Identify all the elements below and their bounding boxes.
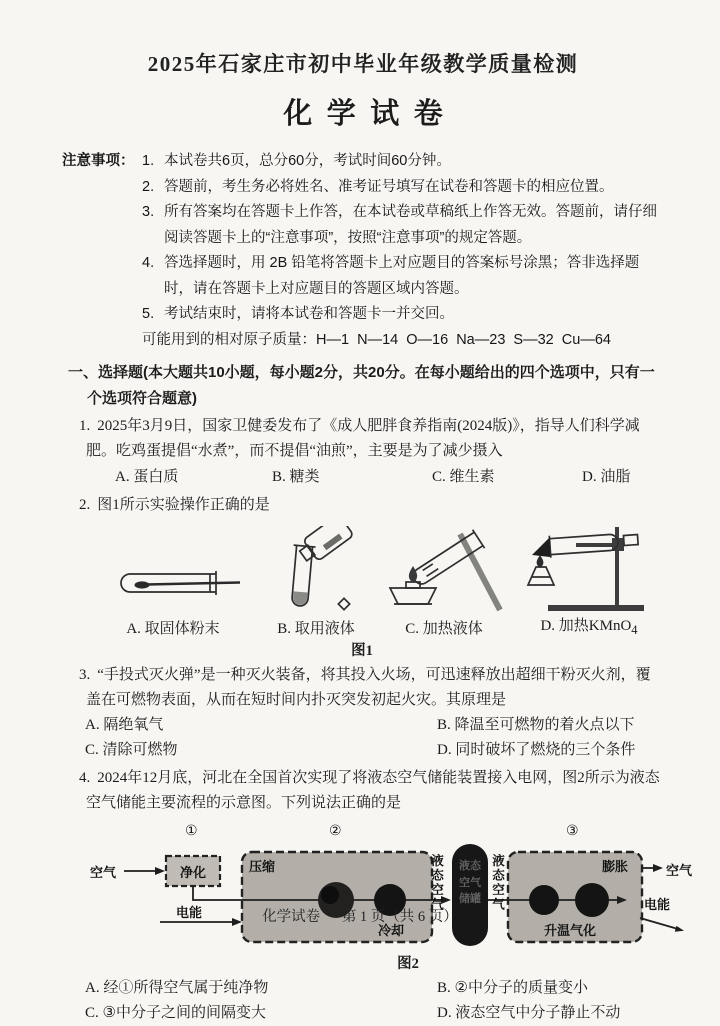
subject-title: 化学试卷 xyxy=(283,98,458,130)
apparatus-d-label-main: D. 加热KMnO xyxy=(540,618,632,634)
question-2-text xyxy=(79,493,664,518)
notice-label: 注意事项： xyxy=(62,153,135,169)
option-4a: A. 经①所得空气属于纯净物 xyxy=(85,980,269,996)
atomic-mass-line: 可能用到的相对原子质量：H—1 N—14 O—16 Na—23 S—32 Cu—64 xyxy=(142,331,611,348)
question-4-stem: 2024年12月底，河北在全国首次实现了将液态空气储能装置接入电网，图2所示为液态空气储能主要流程的示意图。下列说法正确的是 xyxy=(86,770,660,811)
apparatus-option-d xyxy=(514,523,664,638)
notice-item-text: 答题前，考生务必将姓名、准考证号填写在试卷和答题卡的相应位置。 xyxy=(164,178,614,195)
notice-item xyxy=(142,200,664,251)
option-1c: C. 维生素 xyxy=(432,469,495,485)
question-3-stem: “手投式灭火弹”是一种灭火装备，将其投入火场，可迅速释放出超细干粉灭火剂，覆盖在可燃物表面，从而在短时间内扑灭突发初起火灾。其原理是 xyxy=(86,667,651,708)
bottle-pouring-icon xyxy=(260,526,372,616)
apparatus-b-label: B. 取用液体 xyxy=(277,621,355,637)
figure-2-caption: 图2 xyxy=(397,956,419,972)
exam-title: 2025年石家庄市初中毕业年级教学质量检测 xyxy=(147,52,579,76)
option-3d: D. 同时破坏了燃烧的三个条件 xyxy=(437,742,636,758)
fig2-vaporize-label: 升温气化 xyxy=(544,923,597,938)
option-4c: C. ③中分子之间的间隔变大 xyxy=(85,1005,266,1021)
option-1a: A. 蛋白质 xyxy=(115,469,179,485)
apparatus-option-a xyxy=(88,544,258,638)
fig2-expand-label: 膨胀 xyxy=(602,859,629,874)
question-1-options xyxy=(115,465,664,490)
question-2-number: 2. xyxy=(79,497,91,513)
footer-subject: 化学试卷 xyxy=(262,909,321,925)
fig2-step3-number: ③ xyxy=(566,822,579,838)
fig2-compress-label: 压缩 xyxy=(249,859,276,874)
section-heading: 一、选择题(本大题共10小题，每小题2分，共20分。在每小题给出的四个选项中，只有一个选项符合题意) xyxy=(68,364,655,407)
option-1b: B. 糖类 xyxy=(272,469,320,485)
notice-item xyxy=(142,302,664,328)
option-4b: B. ②中分子的质量变小 xyxy=(437,980,588,996)
figure-2-flow-diagram xyxy=(84,822,696,950)
notice-item-text: 本试卷共6页，总分60分，考试时间60分钟。 xyxy=(164,153,451,169)
notice-section xyxy=(62,149,664,353)
question-1-stem: 2025年3月9日，国家卫健委发布了《成人肥胖食养指南(2024版)》，指导人们科学减肥。吃鸡蛋提倡“水煮”，而不提倡“油煎”，主要是为了减少摄入 xyxy=(86,418,640,459)
apparatus-d-label-subscript: 4 xyxy=(631,623,638,637)
iron-stand-heating-icon xyxy=(514,523,664,613)
apparatus-option-c xyxy=(374,526,514,638)
notice-item-number: 5. xyxy=(142,306,155,322)
fig2-electric-in-label: 电能 xyxy=(176,905,203,920)
page-footer xyxy=(0,905,720,926)
fig2-air-out-label: 空气 xyxy=(666,863,693,878)
notice-body xyxy=(142,149,664,353)
fig2-storage-tank-label: 液态空气储罐 xyxy=(459,860,481,905)
apparatus-option-b xyxy=(258,526,374,638)
footer-page-number: 第 1 页（共 6 页） xyxy=(341,909,458,925)
fig2-step2-number: ② xyxy=(329,822,342,838)
fig2-step1-number: ① xyxy=(185,822,198,838)
notice-item-number: 1. xyxy=(142,153,155,169)
apparatus-d-label xyxy=(514,614,664,638)
option-4d: D. 液态空气中分子静止不动 xyxy=(437,1005,621,1021)
notice-item-text: 考试结束时，请将本试卷和答题卡一并交回。 xyxy=(164,306,454,322)
heating-test-tube-icon xyxy=(374,526,514,616)
notice-item-text: 答选择题时，用 2B 铅笔将答题卡上对应题目的答案标号涂黑；答非选择题时，请在答题卡上对应题目的答题区域内答题。 xyxy=(164,255,640,297)
apparatus-a-label: A. 取固体粉末 xyxy=(126,621,220,637)
notice-item-text: 所有答案均在答题卡上作答，在本试卷或草稿纸上作答无效。答题前，请仔细阅读答题卡上的“注意事项”，按照“注意事项”的规定答题。 xyxy=(164,204,657,246)
question-1-text xyxy=(79,414,664,464)
fig2-liquid-air-right-label: 液态空气 xyxy=(490,854,505,912)
test-tube-with-spatula-icon xyxy=(88,544,258,616)
fig2-electric-out-label: 电能 xyxy=(644,897,671,912)
notice-item-number: 2. xyxy=(142,178,155,195)
question-3-options xyxy=(85,713,664,763)
option-1d: D. 油脂 xyxy=(582,469,631,485)
notice-item-number: 4. xyxy=(142,255,155,271)
apparatus-c-label: C. 加热液体 xyxy=(405,621,483,637)
figure-1-apparatus-row xyxy=(88,523,664,638)
question-3-number: 3. xyxy=(79,667,91,683)
figure-1-caption: 图1 xyxy=(351,643,373,659)
question-3-text xyxy=(79,663,664,713)
question-4-number: 4. xyxy=(79,770,91,786)
question-2-stem: 图1所示实验操作正确的是 xyxy=(97,497,270,513)
fig2-cool-label: 冷却 xyxy=(378,923,405,938)
question-4-text xyxy=(79,766,664,816)
notice-item xyxy=(142,149,664,175)
notice-item-number: 3. xyxy=(142,204,155,220)
notice-item xyxy=(142,251,664,302)
fig2-purify-label: 净化 xyxy=(179,865,206,880)
option-3a: A. 隔绝氧气 xyxy=(85,717,164,733)
question-4-options xyxy=(85,976,664,1026)
fig2-air-in-label: 空气 xyxy=(90,865,117,880)
option-3c: C. 清除可燃物 xyxy=(85,742,178,758)
notice-item xyxy=(142,175,664,201)
fig2-liquid-air-left-label: 液态空气 xyxy=(429,854,444,912)
question-1-number: 1. xyxy=(79,418,91,434)
option-3b: B. 降温至可燃物的着火点以下 xyxy=(437,717,635,733)
